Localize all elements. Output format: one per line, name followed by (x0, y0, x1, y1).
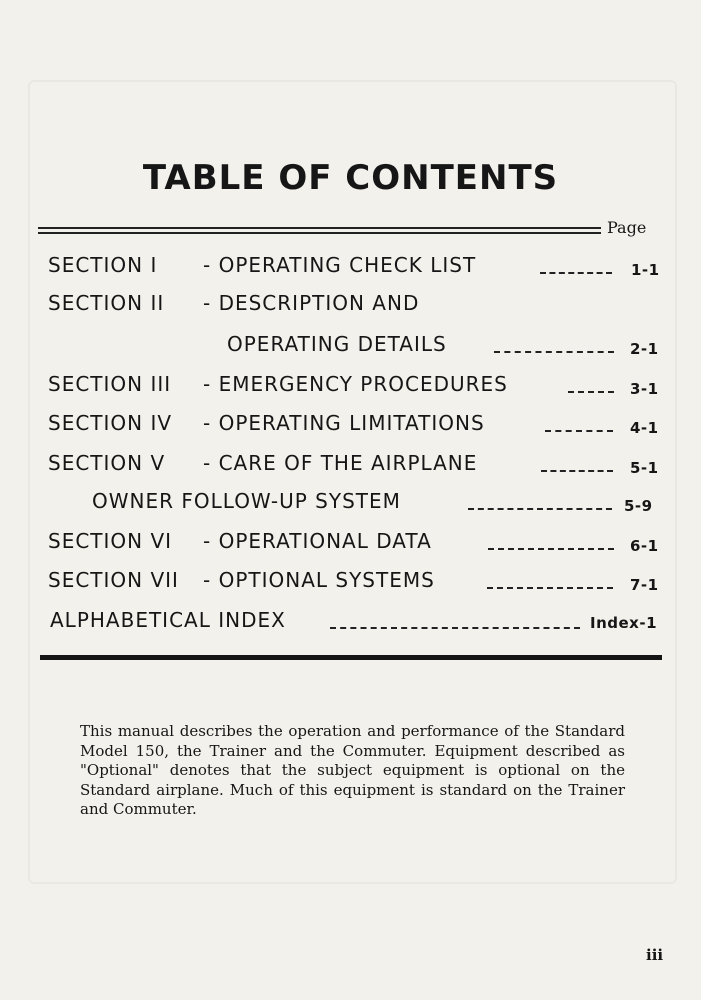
dot-leader (330, 625, 580, 629)
toc-page-number: 6-1 (630, 537, 659, 555)
dot-leader (568, 389, 614, 393)
toc-section-label: SECTION II (48, 291, 165, 315)
dot-leader (487, 585, 613, 589)
dot-leader (540, 270, 612, 274)
page-title: TABLE OF CONTENTS (142, 158, 559, 198)
dot-leader (468, 506, 612, 510)
toc-page-number: 7-1 (630, 576, 659, 594)
toc-entry-title: OPERATING DETAILS (227, 332, 447, 356)
toc-section-label: SECTION III (48, 372, 172, 396)
toc-section-label: SECTION IV (48, 411, 173, 435)
page-number: iii (646, 946, 664, 964)
dot-leader (488, 546, 614, 550)
toc-page-number: 3-1 (630, 380, 659, 398)
toc-entry-title: - OPTIONAL SYSTEMS (203, 568, 435, 592)
thick-rule (40, 655, 662, 660)
dot-leader (541, 468, 613, 472)
toc-section-label: SECTION VI (48, 529, 173, 553)
dot-leader (545, 428, 613, 432)
toc-entry-title: ALPHABETICAL INDEX (50, 608, 286, 632)
toc-entry-title: - OPERATIONAL DATA (203, 529, 432, 553)
toc-page-number: 4-1 (630, 419, 659, 437)
dot-leader (494, 349, 614, 353)
toc-section-label: SECTION I (48, 253, 158, 277)
toc-page-number: 5-9 (624, 497, 653, 515)
toc-page-number: 2-1 (630, 340, 659, 358)
toc-entry-title: - EMERGENCY PROCEDURES (203, 372, 508, 396)
toc-page-number: Index-1 (590, 614, 658, 632)
toc-page-number: 5-1 (630, 459, 659, 477)
double-rule (38, 227, 601, 234)
page-column-label: Page (607, 218, 647, 237)
toc-section-label: SECTION VII (48, 568, 179, 592)
manual-description: This manual describes the operation and performance of the Standard Model 150, the Trainer and the Commuter. Equipment described as "Optional" denotes that the subject equipment is optional on the Standard airplane. Much of this equipment is standard on the Trainer and Commuter. (80, 722, 625, 818)
toc-entry-title: - DESCRIPTION AND (203, 291, 420, 315)
toc-entry-title: - OPERATING CHECK LIST (203, 253, 477, 277)
toc-entry-title: - OPERATING LIMITATIONS (203, 411, 485, 435)
toc-entry-title: OWNER FOLLOW-UP SYSTEM (92, 489, 401, 513)
toc-entry-title: - CARE OF THE AIRPLANE (203, 451, 478, 475)
toc-section-label: SECTION V (48, 451, 166, 475)
toc-page-number: 1-1 (631, 261, 660, 279)
